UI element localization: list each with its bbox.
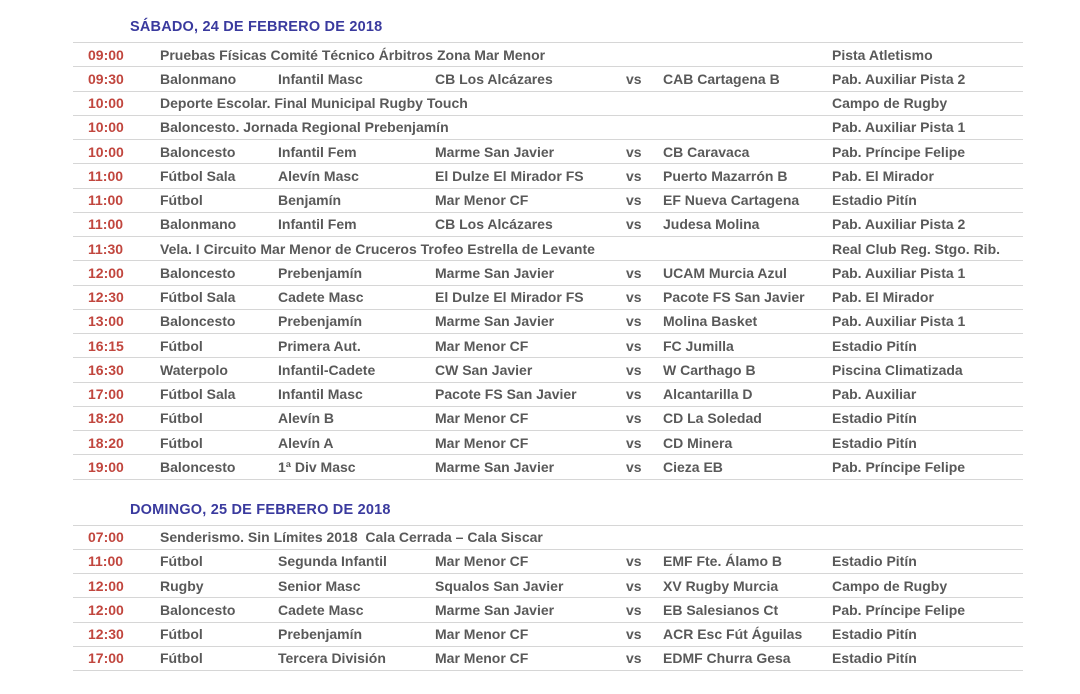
event-time: 18:20 (73, 431, 160, 454)
vs-label (623, 671, 663, 694)
event-home-team: Mar Menor CF (435, 647, 623, 670)
event-home-team: Marme San Javier (435, 310, 623, 333)
event-sport: Fútbol (160, 189, 278, 212)
event-venue: Pab. Príncipe Felipe (832, 455, 1023, 478)
event-venue: Pab. Auxiliar Pista 1 (832, 116, 1023, 139)
vs-label: vs (623, 383, 663, 406)
event-venue (832, 526, 1023, 549)
event-sport (160, 671, 278, 694)
schedule-row-event (73, 115, 1023, 139)
event-venue: Real Club Reg. Stgo. Rib. (832, 237, 1023, 260)
event-category: Infantil Fem (278, 213, 435, 236)
event-category: Cadete Masc (278, 286, 435, 309)
event-home-team: CB Los Alcázares (435, 67, 623, 90)
event-venue: Piscina Climatizada (832, 358, 1023, 381)
event-away-team: EB Salesianos Ct (663, 598, 832, 621)
event-time: 12:00 (73, 574, 160, 597)
schedule-row-match (73, 188, 1023, 212)
saturday-header: SÁBADO, 24 DE FEBRERO DE 2018 (73, 12, 1023, 42)
event-category: Infantil Fem (278, 140, 435, 163)
schedule-row-match (73, 597, 1023, 621)
event-sport: Fútbol (160, 647, 278, 670)
event-venue: Pab. Auxiliar Pista 2 (832, 213, 1023, 236)
event-home-team: El Dulze El Mirador FS (435, 164, 623, 187)
event-away-team: Alcantarilla D (663, 383, 832, 406)
event-description: Deporte Escolar. Final Municipal Rugby Touch (160, 92, 832, 115)
event-time: 10:00 (73, 116, 160, 139)
schedule-row-match (73, 646, 1023, 670)
event-category: Alevín Masc (278, 164, 435, 187)
event-time: 11:00 (73, 189, 160, 212)
event-away-team: CD Minera (663, 431, 832, 454)
event-sport: Baloncesto (160, 140, 278, 163)
vs-label: vs (623, 358, 663, 381)
event-venue: Estadio Pitín (832, 623, 1023, 646)
event-sport: Rugby (160, 574, 278, 597)
event-home-team: Marme San Javier (435, 455, 623, 478)
schedule-row-match (73, 670, 1023, 694)
schedule-row-match (73, 285, 1023, 309)
schedule-row-event (73, 236, 1023, 260)
schedule-row-match (73, 382, 1023, 406)
event-category: Alevín B (278, 407, 435, 430)
event-sport: Fútbol (160, 334, 278, 357)
schedule-document (73, 12, 1023, 694)
event-venue: Pab. Auxiliar Pista 1 (832, 261, 1023, 284)
event-time (73, 671, 160, 694)
event-away-team: EMF Fte. Álamo B (663, 550, 832, 573)
event-sport: Fútbol (160, 623, 278, 646)
event-venue: Estadio Pitín (832, 334, 1023, 357)
vs-label: vs (623, 574, 663, 597)
vs-label: vs (623, 550, 663, 573)
event-home-team: Pacote FS San Javier (435, 383, 623, 406)
event-venue: Estadio Pitín (832, 407, 1023, 430)
event-away-team: XV Rugby Murcia (663, 574, 832, 597)
event-sport: Fútbol Sala (160, 164, 278, 187)
event-away-team: EDMF Churra Gesa (663, 647, 832, 670)
event-sport: Waterpolo (160, 358, 278, 381)
event-home-team: Mar Menor CF (435, 334, 623, 357)
event-time: 12:00 (73, 598, 160, 621)
vs-label: vs (623, 189, 663, 212)
event-sport: Baloncesto (160, 598, 278, 621)
event-home-team: Marme San Javier (435, 140, 623, 163)
event-away-team: Judesa Molina (663, 213, 832, 236)
event-category: Alevín A (278, 431, 435, 454)
event-sport: Fútbol (160, 431, 278, 454)
vs-label: vs (623, 213, 663, 236)
event-sport: Baloncesto (160, 310, 278, 333)
vs-label: vs (623, 286, 663, 309)
event-time: 11:00 (73, 550, 160, 573)
event-away-team: Pacote FS San Javier (663, 286, 832, 309)
vs-label: vs (623, 455, 663, 478)
vs-label: vs (623, 140, 663, 163)
vs-label: vs (623, 310, 663, 333)
schedule-row-match (73, 406, 1023, 430)
event-time: 10:00 (73, 92, 160, 115)
event-sport: Fútbol (160, 407, 278, 430)
event-time: 16:30 (73, 358, 160, 381)
vs-label: vs (623, 261, 663, 284)
sunday-header: DOMINGO, 25 DE FEBRERO DE 2018 (73, 495, 1023, 525)
event-away-team: Molina Basket (663, 310, 832, 333)
event-venue: Estadio Pitín (832, 431, 1023, 454)
vs-label: vs (623, 67, 663, 90)
event-category: Senior Masc (278, 574, 435, 597)
schedule-row-match (73, 454, 1023, 478)
event-sport: Baloncesto (160, 455, 278, 478)
event-home-team: Marme San Javier (435, 261, 623, 284)
event-venue: Pab. El Mirador (832, 164, 1023, 187)
event-category (278, 671, 435, 694)
event-time: 10:00 (73, 140, 160, 163)
sunday-rows (73, 525, 1023, 694)
vs-label: vs (623, 407, 663, 430)
event-venue: Pab. Auxiliar (832, 383, 1023, 406)
event-time: 17:00 (73, 647, 160, 670)
event-sport: Balonmano (160, 67, 278, 90)
event-away-team: CB Caravaca (663, 140, 832, 163)
event-home-team (435, 671, 623, 694)
event-away-team: CAB Cartagena B (663, 67, 832, 90)
schedule-row-match (73, 66, 1023, 90)
event-venue: Pab. El Mirador (832, 286, 1023, 309)
event-category: Prebenjamín (278, 310, 435, 333)
schedule-row-match (73, 212, 1023, 236)
event-category: Cadete Masc (278, 598, 435, 621)
event-time: 11:30 (73, 237, 160, 260)
event-home-team: Mar Menor CF (435, 407, 623, 430)
event-time: 13:00 (73, 310, 160, 333)
event-venue: Estadio Pitín (832, 647, 1023, 670)
event-away-team: EF Nueva Cartagena (663, 189, 832, 212)
vs-label: vs (623, 623, 663, 646)
event-venue: Pista Atletismo (832, 43, 1023, 66)
event-category: Tercera División (278, 647, 435, 670)
vs-label: vs (623, 431, 663, 454)
event-home-team: Mar Menor CF (435, 623, 623, 646)
event-venue: Campo de Rugby (832, 92, 1023, 115)
event-category: Infantil Masc (278, 67, 435, 90)
event-time: 07:00 (73, 526, 160, 549)
event-sport: Balonmano (160, 213, 278, 236)
event-description: Baloncesto. Jornada Regional Prebenjamín (160, 116, 832, 139)
schedule-row-event (73, 525, 1023, 549)
event-away-team: UCAM Murcia Azul (663, 261, 832, 284)
event-sport: Fútbol (160, 550, 278, 573)
schedule-row-match (73, 260, 1023, 284)
event-home-team: El Dulze El Mirador FS (435, 286, 623, 309)
event-sport: Fútbol Sala (160, 383, 278, 406)
event-time: 09:00 (73, 43, 160, 66)
schedule-row-match (73, 357, 1023, 381)
event-time: 12:30 (73, 623, 160, 646)
event-venue: Estadio Pitín (832, 550, 1023, 573)
event-home-team: Mar Menor CF (435, 189, 623, 212)
event-home-team: Mar Menor CF (435, 550, 623, 573)
event-home-team: Mar Menor CF (435, 431, 623, 454)
event-category: Prebenjamín (278, 261, 435, 284)
schedule-row-match (73, 333, 1023, 357)
event-home-team: CW San Javier (435, 358, 623, 381)
event-venue (832, 671, 1023, 694)
event-time: 18:20 (73, 407, 160, 430)
section-sunday (73, 495, 1023, 694)
schedule-row-event (73, 91, 1023, 115)
event-category: Segunda Infantil (278, 550, 435, 573)
schedule-row-match (73, 163, 1023, 187)
event-away-team: FC Jumilla (663, 334, 832, 357)
event-category: Infantil-Cadete (278, 358, 435, 381)
event-away-team: ACR Esc Fút Águilas (663, 623, 832, 646)
event-time: 11:00 (73, 213, 160, 236)
vs-label: vs (623, 164, 663, 187)
vs-label: vs (623, 647, 663, 670)
event-venue: Estadio Pitín (832, 189, 1023, 212)
event-away-team: Puerto Mazarrón B (663, 164, 832, 187)
event-category: 1ª Div Masc (278, 455, 435, 478)
saturday-rows (73, 42, 1023, 480)
event-away-team (663, 671, 832, 694)
schedule-row-match (73, 309, 1023, 333)
event-time: 11:00 (73, 164, 160, 187)
event-category: Primera Aut. (278, 334, 435, 357)
event-venue: Pab. Auxiliar Pista 2 (832, 67, 1023, 90)
schedule-row-match (73, 549, 1023, 573)
event-description: Senderismo. Sin Límites 2018 Cala Cerrada – Cala Siscar (160, 526, 832, 549)
schedule-row-match (73, 430, 1023, 454)
event-sport: Fútbol Sala (160, 286, 278, 309)
section-saturday (73, 12, 1023, 480)
event-venue: Pab. Auxiliar Pista 1 (832, 310, 1023, 333)
event-venue: Pab. Príncipe Felipe (832, 598, 1023, 621)
schedule-row-match (73, 622, 1023, 646)
schedule-row-match (73, 139, 1023, 163)
event-away-team: Cieza EB (663, 455, 832, 478)
event-time: 12:00 (73, 261, 160, 284)
event-description: Pruebas Físicas Comité Técnico Árbitros Zona Mar Menor (160, 43, 832, 66)
event-time: 09:30 (73, 67, 160, 90)
event-time: 17:00 (73, 383, 160, 406)
event-time: 12:30 (73, 286, 160, 309)
event-category: Benjamín (278, 189, 435, 212)
event-category: Infantil Masc (278, 383, 435, 406)
event-category: Prebenjamín (278, 623, 435, 646)
event-away-team: CD La Soledad (663, 407, 832, 430)
event-home-team: CB Los Alcázares (435, 213, 623, 236)
event-home-team: Marme San Javier (435, 598, 623, 621)
schedule-row-match (73, 573, 1023, 597)
event-time: 16:15 (73, 334, 160, 357)
event-venue: Pab. Príncipe Felipe (832, 140, 1023, 163)
event-sport: Baloncesto (160, 261, 278, 284)
schedule-row-event (73, 42, 1023, 66)
event-away-team: W Carthago B (663, 358, 832, 381)
event-home-team: Squalos San Javier (435, 574, 623, 597)
vs-label: vs (623, 598, 663, 621)
event-venue: Campo de Rugby (832, 574, 1023, 597)
event-description: Vela. I Circuito Mar Menor de Cruceros Trofeo Estrella de Levante (160, 237, 832, 260)
vs-label: vs (623, 334, 663, 357)
event-time: 19:00 (73, 455, 160, 478)
